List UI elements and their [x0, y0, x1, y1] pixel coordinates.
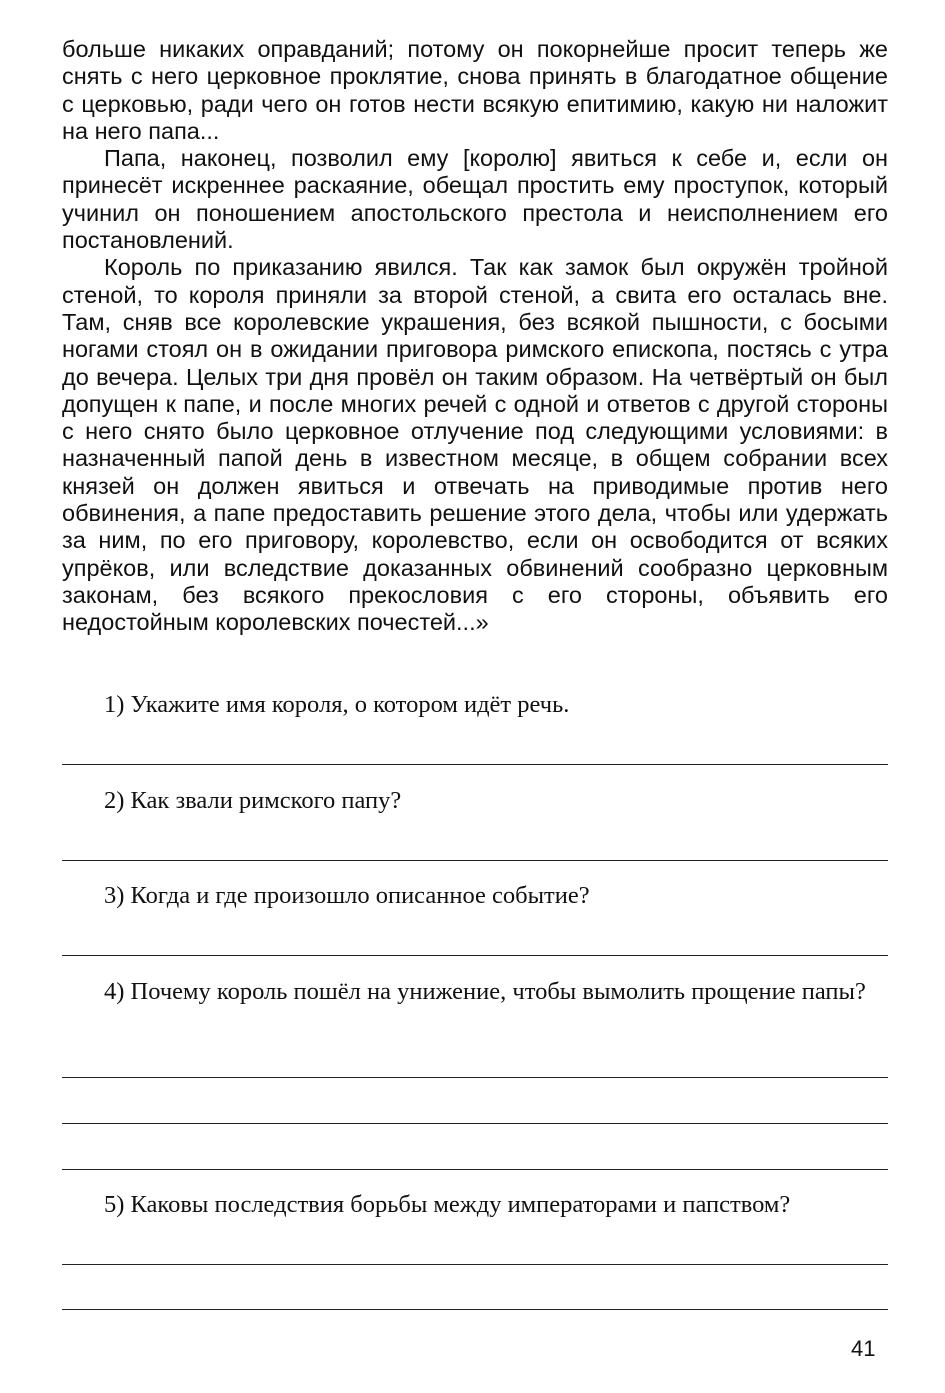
answer-line-3[interactable] [62, 955, 888, 956]
answer-line-5b[interactable] [62, 1309, 888, 1310]
passage-paragraph-1: больше никаких оправданий; потому он покорнейше просит теперь же снять с него церковное проклятие, снова принять в благодатное общение с церковью, ради чего он готов нести всякую епитимию, какую ни наложит на него папа... [62, 36, 888, 144]
answer-line-2[interactable] [62, 860, 888, 861]
question-3: 3) Когда и где произошло описанное событие? [104, 882, 590, 909]
answer-line-4c[interactable] [62, 1169, 888, 1170]
passage-paragraph-2: Папа, наконец, позволил ему [королю] явиться к себе и, если он принесёт искреннее раскаяние, обещал простить ему проступок, который учинил он поношением апостольского престола и неисполнением его постановлений. [62, 145, 888, 254]
answer-line-4a[interactable] [62, 1077, 888, 1078]
question-1: 1) Укажите имя короля, о котором идёт речь. [104, 691, 570, 718]
question-5: 5) Каковы последствия борьбы между императорами и папством? [104, 1191, 791, 1218]
answer-line-5a[interactable] [62, 1264, 888, 1265]
page-number: 41 [851, 1336, 876, 1361]
source-passage [62, 36, 888, 637]
passage-paragraph-3: Король по приказанию явился. Так как замок был окружён тройной стеной, то короля приняли за второй стеной, а свита его осталась вне. Там, сняв все королевские украшения, без всякой пышности, с босыми ногами стоял он в ожидании приговора римского епископа, постясь с утра до вечера. Целых три дня провёл он таким образом. На четвёртый он был допущен к папе, и после многих речей с одной и ответов с другой стороны с него снято было церковное отлучение под следующими условиями: в назначенный папой день в известном месяце, в общем собрании всех князей он должен явиться и отвечать на приводимые против него обвинения, а папе предоставить решение этого дела, чтобы или удержать за ним, по его приговору, королевство, если он освободится от всяких упрёков, или вследствие доказанных обвинений сообразно церковным законам, без всякого прекословия с его стороны, объявить его недостойным королевских почестей...» [62, 254, 888, 636]
question-2: 2) Как звали римского папу? [104, 787, 402, 814]
answer-line-1[interactable] [62, 764, 888, 765]
question-4: 4) Почему король пошёл на унижение, чтобы вымолить прощение папы? [104, 978, 866, 1005]
answer-line-4b[interactable] [62, 1123, 888, 1124]
